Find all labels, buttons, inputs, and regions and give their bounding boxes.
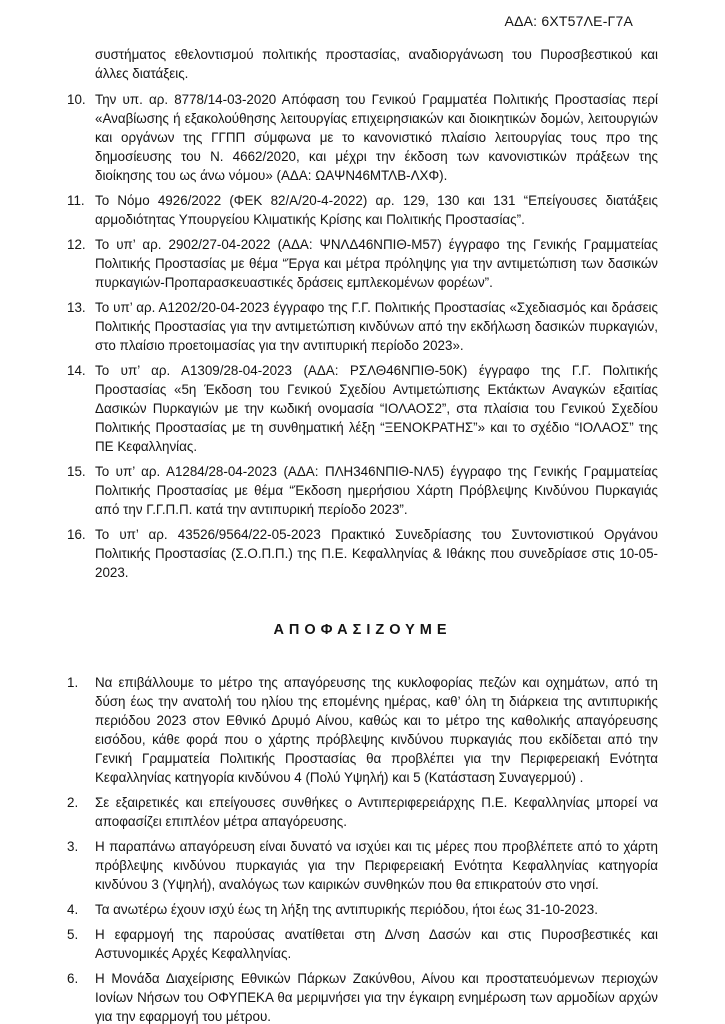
decision-item <box>67 969 658 1024</box>
reference-item <box>67 361 658 456</box>
reference-text: Το υπ’ αρ. Α1284/28-04-2023 (ΑΔΑ: ΠΛΗ346ΝΠΙΘ-ΝΛ5) έγγραφο της Γενικής Γραμματείας Πολιτικής Προστασίας με θέμα “Έκδοση ημερήσιου Χάρτη Πρόβλεψης Κινδύνου Πυρκαγιάς από την Γ.Γ.Π.Π. κατά την αντιπυρική περίοδο 2023”. <box>95 464 658 517</box>
decision-item <box>67 793 658 831</box>
reference-number: 12. <box>67 237 86 252</box>
reference-text: Το υπ’ αρ. Α1202/20-04-2023 έγγραφο της Γ.Γ. Πολιτικής Προστασίας «Σχεδιασμός και δράσεις Πολιτικής Προστασίας για την αντιμετώπιση κινδύνων από την εκδήλωση δασικών πυρκαγιών, στο πλαίσιο προετοιμασίας για την αντιπυρική περίοδο 2023». <box>95 300 658 353</box>
reference-item <box>67 298 658 355</box>
intro-continuation-paragraph: συστήματος εθελοντισμού πολιτικής προστασίας, αναδιοργάνωση του Πυροσβεστικού και άλλες διατάξεις. <box>95 47 658 81</box>
reference-number: 13. <box>67 300 86 315</box>
decision-text: Να επιβάλλουμε το μέτρο της απαγόρευσης της κυκλοφορίας πεζών και οχημάτων, από τη δύση έως την ανατολή του ηλίου της επομένης ημέρας, καθ’ όλη τη διάρκεια της αντιπυρικής περιόδου 2023 στον Εθνικό Δρυμό Αίνου, καθώς και το μέτρο της καθολικής απαγόρευσης εισόδου, κάθε φορά που ο χάρτης πρόβλεψης κινδύνου πυρκαγιάς που εκδίδεται από την Γενική Γραμματεία Πολιτικής Προστασίας θα προβλέπει για την Περιφερειακή Ενότητα Κεφαλληνίας κατηγορία κινδύνου 4 (Πολύ Υψηλή) και 5 (Κατάσταση Συναγερμού) . <box>95 675 658 785</box>
reference-text: Το υπ’ αρ. Α1309/28-04-2023 (ΑΔΑ: ΡΣΛΘ46ΝΠΙΘ-50Κ) έγγραφο της Γ.Γ. Πολιτικής Προστασίας «5η Έκδοση του Γενικού Σχεδίου Αντιμετώπισης Εκτάκτων Αναγκών εξαιτίας Δασικών Πυρκαγιών με την κωδική ονομασία “ΙΟΛΑΟΣ2”, στα πλαίσια του Γενικού Σχεδίου Πολιτικής Προστασίας με τη συνθηματική λέξη “ΞΕΝΟΚΡΑΤΗΣ”» και το σχέδιο “ΙΟΛΑΟΣ” της ΠΕ Κεφαλληνίας. <box>95 363 658 454</box>
document-body <box>67 45 658 1024</box>
decision-item <box>67 925 658 963</box>
decision-number: 6. <box>67 971 79 986</box>
decision-list <box>67 673 658 1024</box>
ada-code: ΑΔΑ: 6ΧΤ57ΛΕ-Γ7Α <box>504 13 633 29</box>
decision-number: 4. <box>67 902 79 917</box>
reference-item <box>67 235 658 292</box>
reference-text: Το υπ’ αρ. 43526/9564/22-05-2023 Πρακτικό Συνεδρίασης του Συντονιστικού Οργάνου Πολιτικής Προστασίας (Σ.Ο.Π.Π.) της Π.Ε. Κεφαλληνίας & Ιθάκης που συνεδρίασε στις 10-05-2023. <box>95 527 658 580</box>
reference-text: Την υπ. αρ. 8778/14-03-2020 Απόφαση του Γενικού Γραμματέα Πολιτικής Προστασίας περί «Αναβίωσης ή εξακολούθησης λειτουργίας επιχειρησιακών και διοικητικών δομών, λειτουργιών και οργάνων της ΓΓΠΠ σύμφωνα με το κανονιστικό πλαίσιο λειτουργίας τους προ της δημοσίευσης του Ν. 4662/2020, και μέχρι την έκδοση των κανονιστικών πράξεων της διοίκησης του ως άνω νόμου» (ΑΔΑ: ΩΑΨΝ46ΜΤΛΒ-ΛΧΦ). <box>95 92 658 183</box>
decision-number: 2. <box>67 795 79 810</box>
reference-number: 10. <box>67 92 86 107</box>
decision-item <box>67 837 658 894</box>
decision-text: Η Μονάδα Διαχείρισης Εθνικών Πάρκων Ζακύνθου, Αίνου και προστατευόμενων περιοχών Ιονίων Νήσων του ΟΦΥΠΕΚΑ θα μεριμνήσει για την έγκαιρη ενημέρωση των αρμοδίων αρχών για την εφαρμογή του μέτρου. <box>95 971 658 1024</box>
decision-number: 3. <box>67 839 79 854</box>
reference-item <box>67 90 658 185</box>
decision-number: 5. <box>67 927 79 942</box>
decision-heading: ΑΠΟΦΑΣΙΖΟΥΜΕ <box>273 622 452 638</box>
reference-number: 16. <box>67 527 86 542</box>
decision-text: Η εφαρμογή της παρούσας ανατίθεται στη Δ/νση Δασών και στις Πυροσβεστικές και Αστυνομικές Αρχές Κεφαλληνίας. <box>95 927 658 961</box>
reference-number: 14. <box>67 363 86 378</box>
reference-text: Το υπ’ αρ. 2902/27-04-2022 (ΑΔΑ: ΨΝΛΔ46ΝΠΙΘ-Μ57) έγγραφο της Γενικής Γραμματείας Πολιτικής Προστασίας με θέμα “Έργα και μέτρα πρόληψης για την αντιμετώπιση των δασικών πυρκαγιών-Προπαρασκευαστικές δράσεις εμπλεκομένων φορέων”. <box>95 237 658 290</box>
reference-item <box>67 191 658 229</box>
decision-text: Τα ανωτέρω έχουν ισχύ έως τη λήξη της αντιπυρικής περιόδου, ήτοι έως 31-10-2023. <box>95 902 598 917</box>
decision-number: 1. <box>67 675 79 690</box>
reference-number: 11. <box>67 193 85 208</box>
decision-item <box>67 673 658 787</box>
decision-text: Σε εξαιρετικές και επείγουσες συνθήκες ο Αντιπεριφερειάρχης Π.Ε. Κεφαλληνίας μπορεί να αποφασίζει επιπλέον μέτρα απαγόρευσης. <box>95 795 658 829</box>
decision-text: Η παραπάνω απαγόρευση είναι δυνατό να ισχύει και τις μέρες που προβλέπετε από το χάρτη πρόβλεψης κινδύνου πυρκαγιάς για την Περιφερειακή Ενότητα Κεφαλληνίας κατηγορία κινδύνου 3 (Υψηλή), αναλόγως των καιρικών συνθηκών που θα επικρατούν στο νησί. <box>95 839 658 892</box>
reference-text: Το Νόμο 4926/2022 (ΦΕΚ 82/Α/20-4-2022) αρ. 129, 130 και 131 “Επείγουσες διατάξεις αρμοδιότητας Υπουργείου Κλιματικής Κρίσης και Πολιτικής Προστασίας”. <box>95 193 658 227</box>
decision-item <box>67 900 658 919</box>
reference-number: 15. <box>67 464 86 479</box>
reference-list <box>67 90 658 582</box>
reference-item <box>67 525 658 582</box>
reference-item <box>67 462 658 519</box>
